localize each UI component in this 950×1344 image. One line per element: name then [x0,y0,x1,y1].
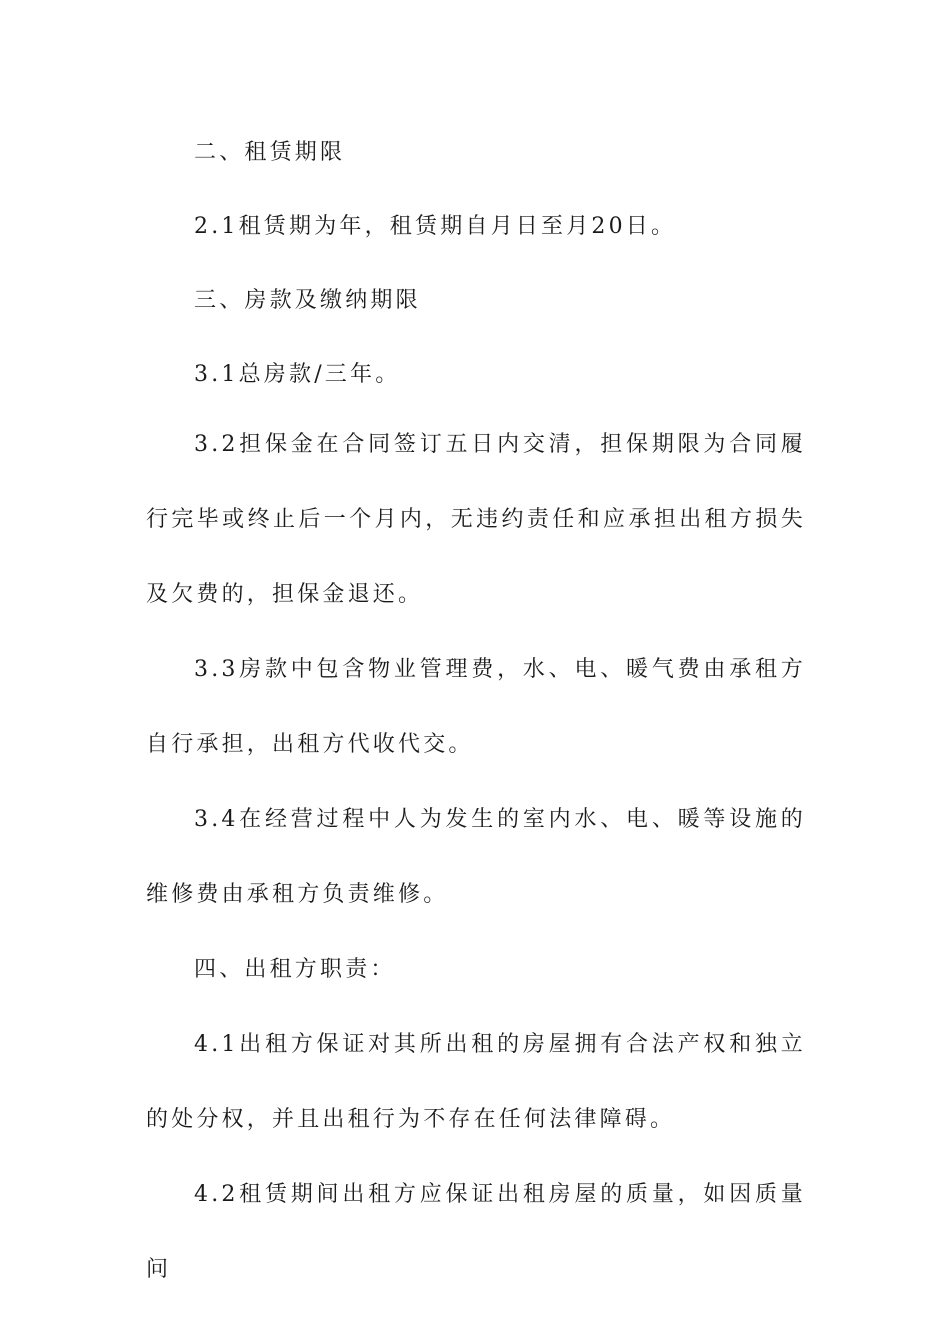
section-heading-payment: 三、房款及缴纳期限 [194,288,421,313]
clause-4-2: 4.2租赁期间出租方应保证出租房屋的质量，如因质量问 [146,1182,806,1282]
clause-2-1: 2.1租赁期为年，租赁期自月日至月20日。 [194,214,677,239]
clause-3-2: 3.2担保金在合同签订五日内交清，担保期限为合同履行完毕或终止后一个月内，无违约责任和应承担出租方损失及欠费的，担保金退还。 [146,432,806,607]
clause-4-1: 4.1出租方保证对其所出租的房屋拥有合法产权和独立的处分权，并且出租行为不存在任何法律障碍。 [146,1032,806,1132]
clause-3-3: 3.3房款中包含物业管理费，水、电、暖气费由承租方自行承担，出租方代收代交。 [146,657,806,757]
document-body [146,130,806,1307]
clause-3-4: 3.4在经营过程中人为发生的室内水、电、暖等设施的维修费由承租方负责维修。 [146,807,806,907]
clause-3-1: 3.1总房款/三年。 [194,362,401,387]
section-heading-lessor-duties: 四、出租方职责： [194,957,396,982]
section-heading-lease-term: 二、租赁期限 [194,140,346,165]
